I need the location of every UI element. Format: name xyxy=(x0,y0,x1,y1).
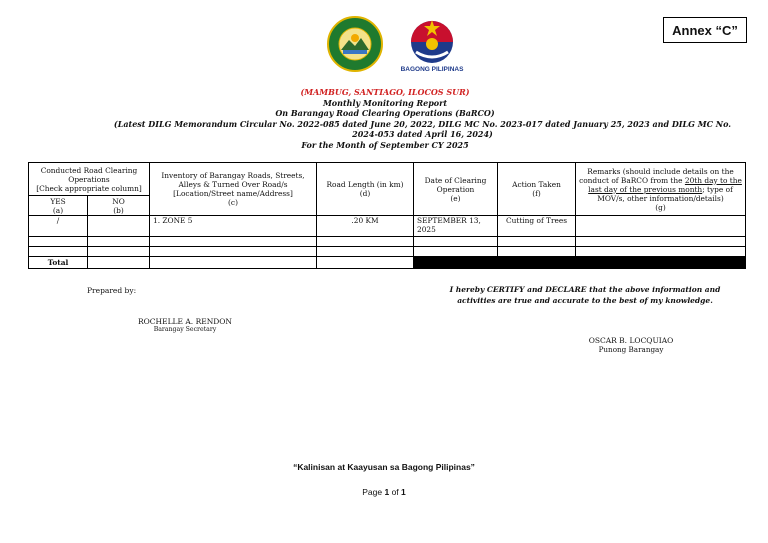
bagong-pilipinas-logo xyxy=(402,12,462,64)
table-row xyxy=(29,216,746,237)
yes-cell: / xyxy=(29,216,88,237)
certifier-name: OSCAR B. LOCQUIAO xyxy=(588,336,674,345)
memo-circular-reference: (Latest DILG Memorandum Circular No. 2022-085 dated June 20, 2022, DILG MC No. 2023-017 dated January 25, 2023 and DILG MC No. 2024-053 dated April 16, 2024) xyxy=(113,119,732,139)
annex-label: Annex “C” xyxy=(663,17,747,43)
length-cell: .20 KM xyxy=(317,216,414,237)
preparer-name: ROCHELLE A. RENDON xyxy=(138,317,232,326)
preparer-signature xyxy=(120,317,250,333)
report-subtitle: On Barangay Road Clearing Operations (BaRCO) xyxy=(275,108,495,118)
monitoring-table xyxy=(28,162,746,269)
report-title: Monthly Monitoring Report xyxy=(322,98,448,108)
prepared-by-label: Prepared by: xyxy=(87,286,137,295)
certifier-position: Punong Barangay xyxy=(598,345,664,354)
certifier-signature xyxy=(566,336,696,354)
table-row xyxy=(29,237,746,247)
remarks-cell xyxy=(576,216,746,237)
report-month: For the Month of September CY 2025 xyxy=(301,140,469,150)
action-cell: Cutting of Trees xyxy=(498,216,576,237)
page-number: Page 1 of 1 xyxy=(362,487,406,497)
no-cell xyxy=(88,216,150,237)
preparer-position: Barangay Secretary xyxy=(153,326,217,333)
remarks-header: Remarks (should include details on the conduct of BaRCO from the 20th day to the last day of the previous month; type of MOV/s, other information/details) (g) xyxy=(576,163,746,216)
location-header: (MAMBUG, SANTIAGO, ILOCOS SUR) xyxy=(300,87,470,97)
total-label: Total xyxy=(29,257,88,269)
length-header: Road Length (in km) (d) xyxy=(317,163,414,216)
date-header: Date of Clearing Operation (e) xyxy=(414,163,498,216)
logo-caption: BAGONG PILIPINAS xyxy=(400,66,464,73)
inventory-cell: 1. ZONE 5 xyxy=(150,216,317,237)
action-header: Action Taken (f) xyxy=(498,163,576,216)
certification-statement: I hereby CERTIFY and DECLARE that the above information and activities are true and accurate to the best of my knowledge. xyxy=(449,285,721,305)
motto: “Kalinisan at Kaayusan sa Bagong Pilipinas” xyxy=(293,462,475,472)
barangay-seal-logo xyxy=(327,16,383,72)
no-header: NO (b) xyxy=(88,196,150,216)
conducted-header: Conducted Road Clearing Operations [Check appropriate column] xyxy=(29,163,150,196)
total-row xyxy=(29,257,746,269)
blacked-out-cells xyxy=(414,257,746,269)
table-row xyxy=(29,247,746,257)
yes-header: YES (a) xyxy=(29,196,88,216)
inventory-header: Inventory of Barangay Roads, Streets, Alleys & Turned Over Road/s [Location/Street name/Address] (c) xyxy=(150,163,317,216)
date-cell: SEPTEMBER 13, 2025 xyxy=(414,216,498,237)
